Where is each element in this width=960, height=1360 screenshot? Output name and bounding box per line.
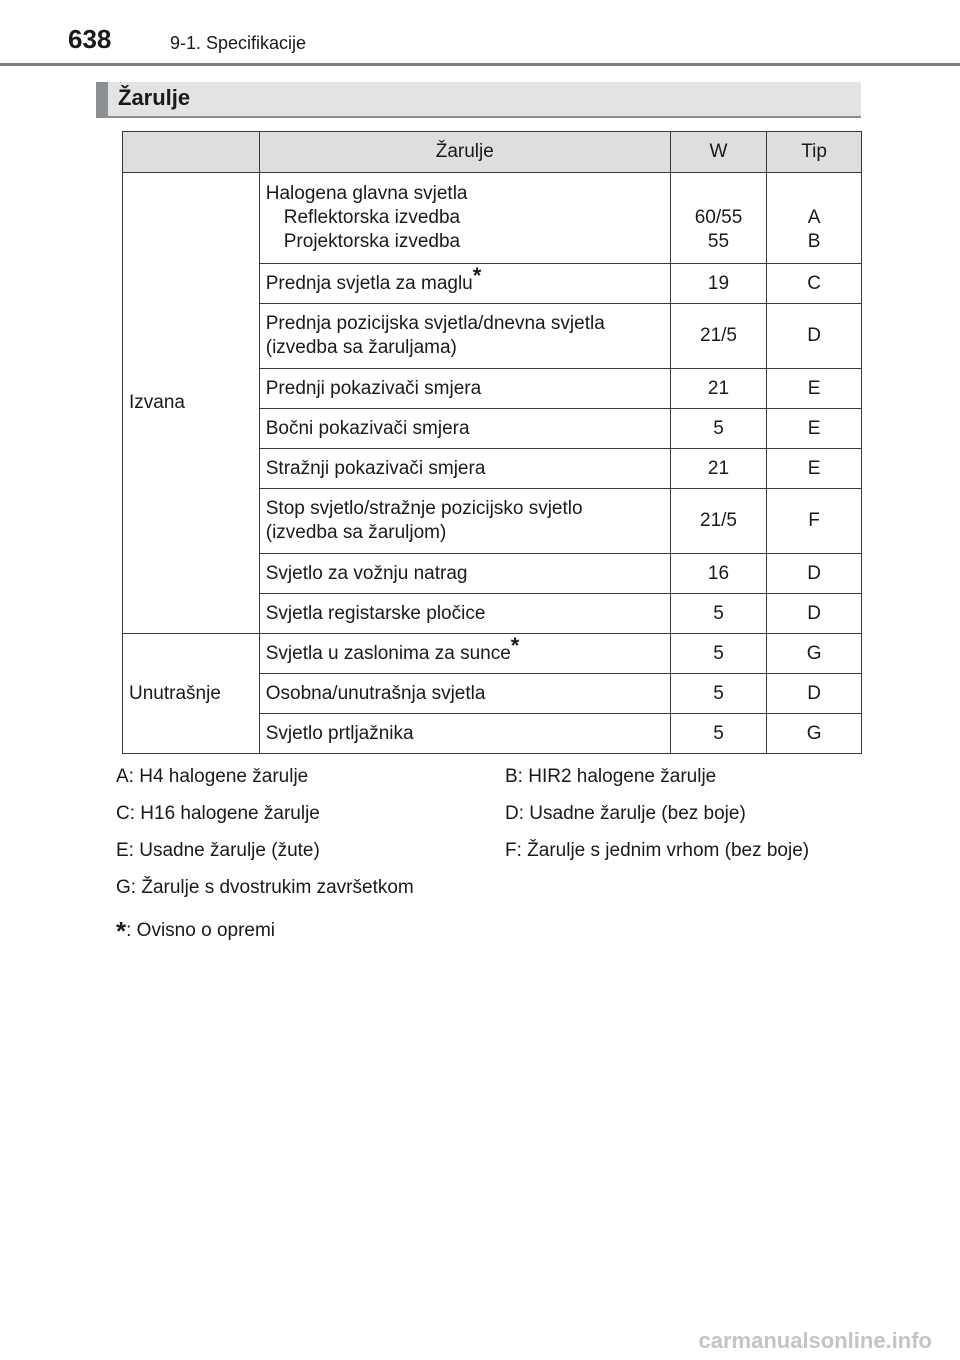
- row-name: [259, 264, 670, 304]
- row-w: 21: [670, 449, 766, 489]
- row-name: [259, 634, 670, 674]
- row-w: 5: [670, 634, 766, 674]
- legend-b: B: HIR2 halogene žarulje: [505, 766, 717, 787]
- heading-bar: [96, 82, 861, 118]
- row-sub-text: Projektorska izvedba: [283, 231, 461, 252]
- row-name: Prednji pokazivači smjera: [259, 369, 670, 409]
- row-name: Svjetlo prtljažnika: [259, 714, 670, 754]
- row-tip: G: [767, 634, 862, 674]
- row-name: [259, 173, 670, 264]
- row-name: Svjetla registarske pločice: [259, 594, 670, 634]
- row-tip: D: [767, 304, 862, 369]
- row-tip-value: B: [807, 231, 821, 252]
- footnote: [116, 912, 276, 946]
- row-tip: E: [767, 369, 862, 409]
- row-w: [670, 173, 766, 264]
- row-name: Osobna/unutrašnja svjetla: [259, 674, 670, 714]
- row-w: 16: [670, 554, 766, 594]
- row-name: [259, 489, 670, 554]
- row-tip: D: [767, 554, 862, 594]
- row-tip: C: [767, 264, 862, 304]
- row-w: 5: [670, 714, 766, 754]
- row-w: 5: [670, 594, 766, 634]
- header-rule: [0, 63, 960, 66]
- row-w-value: 60/55: [694, 207, 743, 228]
- legend-d: D: Usadne žarulje (bez boje): [505, 803, 746, 824]
- header-tip: Tip: [767, 132, 862, 173]
- row-name-line: Prednja pozicijska svjetla/dnevna svjetla: [265, 313, 605, 334]
- table-header-row: [123, 132, 862, 173]
- row-name: Stražnji pokazivači smjera: [259, 449, 670, 489]
- heading-title: Žarulje: [118, 85, 191, 110]
- row-name: Bočni pokazivači smjera: [259, 409, 670, 449]
- row-name-text: Prednja svjetla za maglu: [265, 272, 473, 294]
- row-name-text: Halogena glavna svjetla: [265, 183, 468, 204]
- footnote-star: *: [472, 263, 482, 289]
- table-row: [123, 634, 862, 674]
- row-w: 21/5: [670, 489, 766, 554]
- page-number: 638: [68, 24, 112, 54]
- row-sub-text: Reflektorska izvedba: [283, 207, 461, 228]
- row-w: 21/5: [670, 304, 766, 369]
- row-tip: E: [767, 409, 862, 449]
- legend-g: G: Žarulje s dvostrukim završetkom: [116, 877, 414, 898]
- row-tip: G: [767, 714, 862, 754]
- row-w: 21: [670, 369, 766, 409]
- row-name: [259, 304, 670, 369]
- footnote-star: *: [510, 633, 520, 659]
- row-w: 5: [670, 674, 766, 714]
- row-tip: E: [767, 449, 862, 489]
- header-w: W: [670, 132, 766, 173]
- legend-c: C: H16 halogene žarulje: [116, 803, 320, 824]
- row-tip-value: A: [807, 207, 821, 228]
- row-w: 19: [670, 264, 766, 304]
- row-name-line: Stop svjetlo/stražnje pozicijsko svjetlo: [265, 498, 583, 519]
- table-row: [123, 173, 862, 264]
- row-name-text: Svjetla u zaslonima za sunce: [265, 642, 511, 664]
- row-tip: D: [767, 594, 862, 634]
- section-title: 9-1. Specifikacije: [170, 33, 307, 53]
- footnote-text: : Ovisno o opremi: [126, 920, 276, 941]
- legend-f: F: Žarulje s jednim vrhom (bez boje): [505, 840, 810, 861]
- row-tip: [767, 173, 862, 264]
- watermark: carmanualsonline.info: [698, 1328, 932, 1353]
- legend-e: E: Usadne žarulje (žute): [116, 840, 320, 861]
- header-empty-cell: [123, 132, 260, 173]
- legend-a: A: H4 halogene žarulje: [116, 766, 309, 787]
- row-name-line: (izvedba sa žaruljama): [265, 337, 457, 358]
- bulb-spec-table: [122, 131, 862, 754]
- row-name: Svjetlo za vožnju natrag: [259, 554, 670, 594]
- header-bulbs: Žarulje: [259, 132, 670, 173]
- row-w-value: 55: [707, 231, 730, 252]
- footnote-star: *: [116, 916, 127, 946]
- row-tip: D: [767, 674, 862, 714]
- group-label-exterior: Izvana: [123, 173, 260, 634]
- row-tip: F: [767, 489, 862, 554]
- row-name-line: (izvedba sa žaruljom): [265, 522, 447, 543]
- group-label-interior: Unutrašnje: [123, 634, 260, 754]
- row-w: 5: [670, 409, 766, 449]
